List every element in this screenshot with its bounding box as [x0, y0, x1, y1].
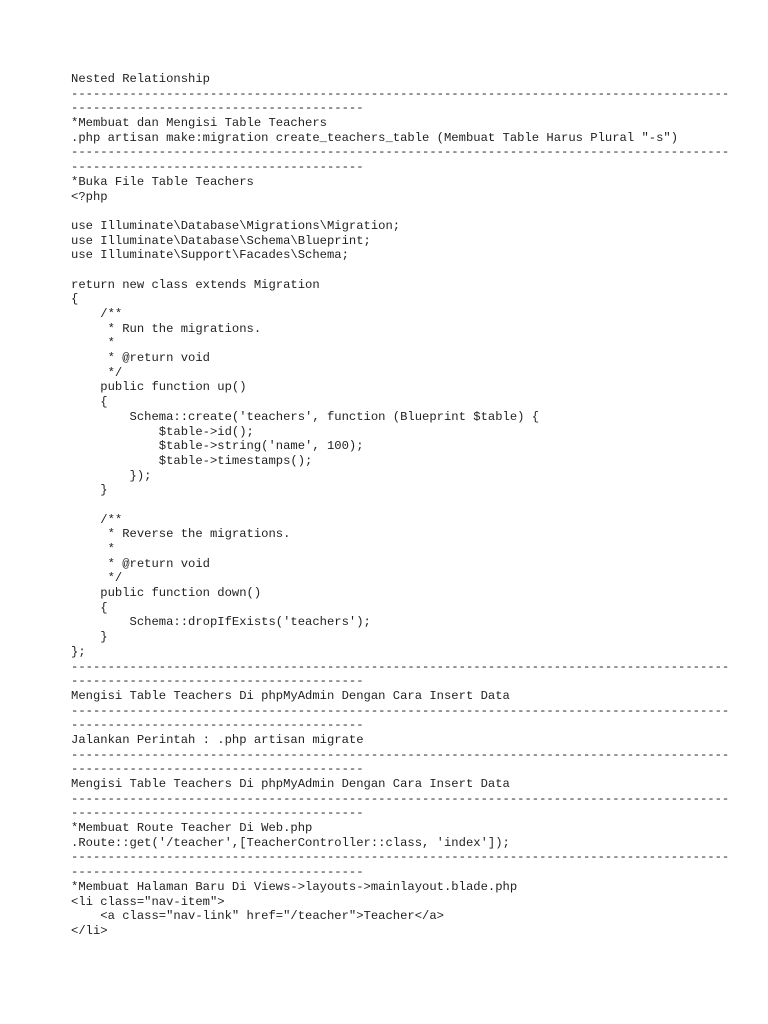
- separator-line: ------------------------------------------------------------------------------------------: [71, 703, 730, 718]
- separator-line: ----------------------------------------: [71, 762, 364, 777]
- separator-line: ----------------------------------------: [71, 865, 364, 880]
- separator-line: ------------------------------------------------------------------------------------------: [71, 86, 730, 101]
- code-line: /**: [71, 307, 123, 321]
- code-line: * @return void: [71, 556, 210, 571]
- blank-line: [71, 498, 751, 513]
- code-line: });: [71, 468, 152, 483]
- code-line: }: [71, 630, 108, 645]
- code-line: *: [71, 542, 115, 556]
- separator-line: ------------------------------------------------------------------------------------------: [71, 145, 730, 160]
- section-heading: *Buka File Table Teachers: [71, 174, 254, 189]
- code-line: Schema::dropIfExists('teachers');: [71, 615, 371, 630]
- separator-line: ----------------------------------------: [71, 806, 364, 821]
- section-heading: Mengisi Table Teachers Di phpMyAdmin Dengan Cara Insert Data: [71, 777, 510, 791]
- separator-line: ------------------------------------------------------------------------------------------: [71, 747, 730, 762]
- blank-line: [71, 204, 751, 219]
- document-page: [71, 72, 751, 939]
- code-line: *: [71, 336, 115, 351]
- code-line: <a class="nav-link" href="/teacher">Teacher</a>: [71, 909, 444, 924]
- section-heading: *Membuat Halaman Baru Di Views->layouts->mainlayout.blade.php: [71, 879, 518, 894]
- code-line: */: [71, 365, 123, 380]
- separator-line: ----------------------------------------: [71, 718, 364, 733]
- code-line: };: [71, 644, 86, 659]
- section-heading: Jalankan Perintah : .php artisan migrate: [71, 732, 364, 747]
- code-line: {: [71, 292, 79, 307]
- blank-line: [71, 263, 751, 278]
- code-line: <?php: [71, 189, 108, 204]
- code-line: {: [71, 600, 108, 615]
- separator-line: ----------------------------------------: [71, 160, 364, 175]
- code-line: $table->id();: [71, 424, 254, 439]
- code-line: use Illuminate\Database\Schema\Blueprint;: [71, 233, 371, 248]
- code-line: $table->string('name', 100);: [71, 439, 364, 454]
- separator-line: ----------------------------------------: [71, 674, 364, 689]
- code-line: </li>: [71, 923, 108, 938]
- code-line: */: [71, 571, 123, 586]
- code-line: <li class="nav-item">: [71, 894, 225, 909]
- code-line: /**: [71, 512, 123, 527]
- separator-line: ------------------------------------------------------------------------------------------: [71, 791, 730, 806]
- separator-line: ----------------------------------------: [71, 101, 364, 116]
- command-line: .php artisan make:migration create_teachers_table (Membuat Table Harus Plural "-s"): [71, 130, 679, 145]
- section-heading: *Membuat dan Mengisi Table Teachers: [71, 116, 327, 131]
- code-line: public function down(): [71, 586, 262, 601]
- separator-line: ------------------------------------------------------------------------------------------: [71, 850, 730, 865]
- code-line: * Run the migrations.: [71, 321, 262, 336]
- separator-line: ------------------------------------------------------------------------------------------: [71, 659, 730, 674]
- code-line: public function up(): [71, 380, 247, 395]
- code-line: * @return void: [71, 351, 210, 366]
- section-heading: Mengisi Table Teachers Di phpMyAdmin Dengan Cara Insert Data: [71, 688, 510, 703]
- code-line: * Reverse the migrations.: [71, 527, 291, 542]
- code-line: $table->timestamps();: [71, 453, 313, 468]
- code-line: return new class extends Migration: [71, 277, 320, 292]
- code-line: use Illuminate\Support\Facades\Schema;: [71, 248, 349, 263]
- code-line: {: [71, 395, 108, 410]
- section-heading: *Membuat Route Teacher Di Web.php: [71, 821, 313, 836]
- code-line: .Route::get('/teacher',[TeacherController::class, 'index']);: [71, 835, 510, 850]
- code-line: use Illuminate\Database\Migrations\Migration;: [71, 218, 401, 233]
- code-line: }: [71, 483, 108, 498]
- code-line: Schema::create('teachers', function (Blueprint $table) {: [71, 409, 540, 424]
- doc-title: Nested Relationship: [71, 72, 210, 86]
